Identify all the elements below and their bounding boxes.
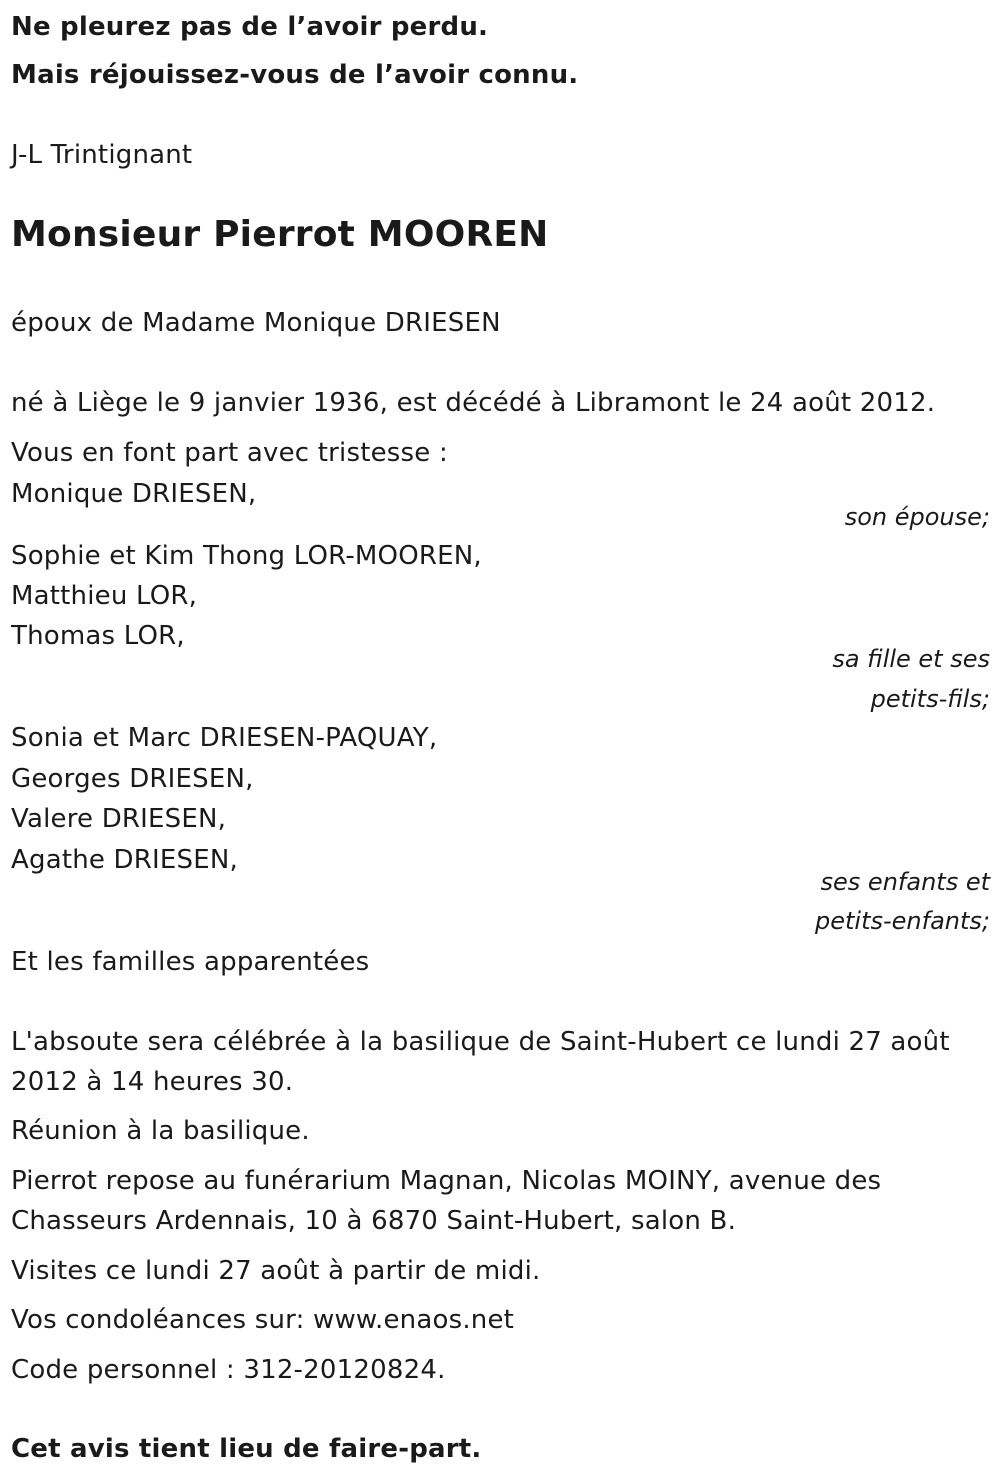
deceased-name: Monsieur Pierrot MOOREN [11,214,549,255]
quote-author: J-L Trintignant [11,140,193,170]
absoute-line-2: 2012 à 14 heures 30. [11,1067,294,1097]
family-member: Thomas LOR, [11,621,185,651]
family-closing: Et les familles apparentées [11,947,370,977]
relation-label: petits-fils; [870,685,990,713]
absoute-line-1: L'absoute sera célébrée à la basilique de Saint-Hubert ce lundi 27 août [11,1027,950,1057]
repose-line-1: Pierrot repose au funérarium Magnan, Nicolas MOINY, avenue des [11,1166,882,1196]
spouse-line: époux de Madame Monique DRIESEN [11,308,501,338]
personal-code-line: Code personnel : 312-20120824. [11,1355,446,1385]
repose-line-2: Chasseurs Ardennais, 10 à 6870 Saint-Hubert, salon B. [11,1206,737,1236]
relation-label: ses enfants et [820,868,990,896]
family-member: Agathe DRIESEN, [11,845,238,875]
family-member: Valere DRIESEN, [11,804,227,834]
birth-death-line: né à Liège le 9 janvier 1936, est décédé à Libramont le 24 août 2012. [11,388,936,418]
family-member: Matthieu LOR, [11,581,198,611]
family-member: Georges DRIESEN, [11,764,254,794]
condolences-line: Vos condoléances sur: www.enaos.net [11,1305,515,1335]
quote-line-2: Mais réjouissez-vous de l’avoir connu. [11,60,579,90]
relation-label: sa fille et ses [832,645,990,673]
relation-label: petits-enfants; [815,907,990,935]
family-member: Monique DRIESEN, [11,479,257,509]
visits-line: Visites ce lundi 27 août à partir de midi. [11,1256,541,1286]
reunion-line: Réunion à la basilique. [11,1116,310,1146]
family-member: Sophie et Kim Thong LOR-MOOREN, [11,541,482,571]
family-member: Sonia et Marc DRIESEN-PAQUAY, [11,723,438,753]
quote-line-1: Ne pleurez pas de l’avoir perdu. [11,12,489,42]
relation-label: son épouse; [844,503,990,531]
notice-footer: Cet avis tient lieu de faire-part. [11,1434,482,1464]
family-intro: Vous en font part avec tristesse : [11,438,448,468]
